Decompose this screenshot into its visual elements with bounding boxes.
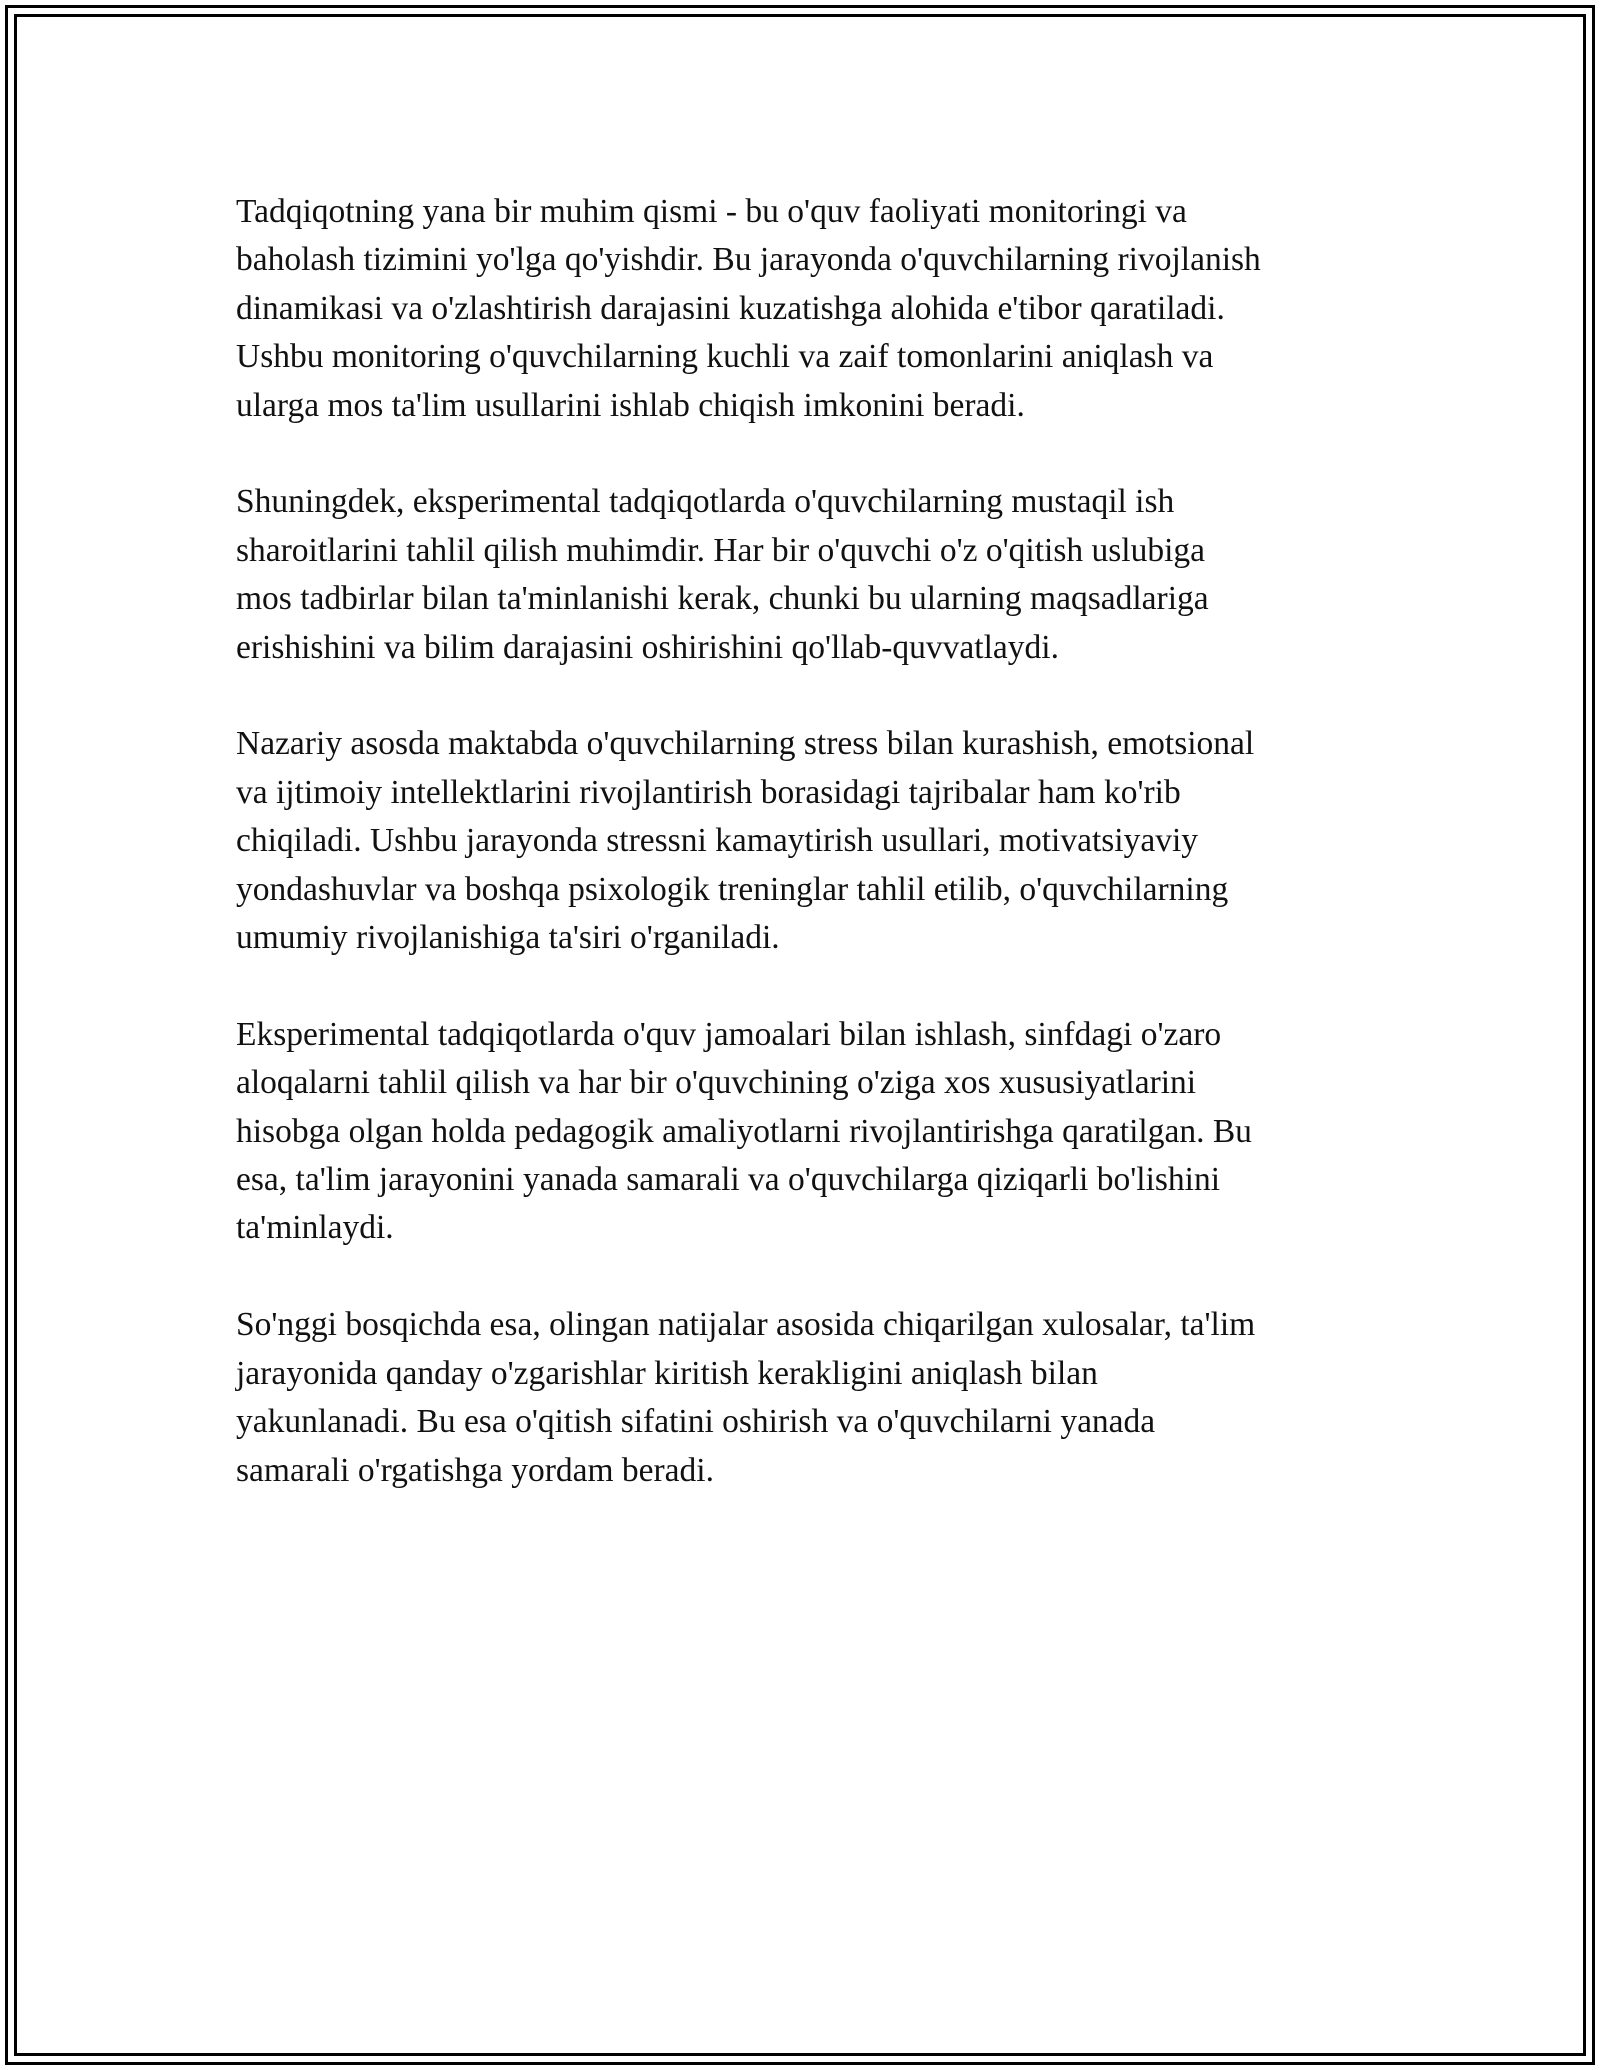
paragraph-stress-management: Nazariy asosda maktabda o'quvchilarning stress bilan kurashish, emotsional va ijtimoiy intellektlarini rivojlantirish borasidagi tajribalar ham ko'rib chiqiladi. Ushbu jarayonda stressni kamaytirish usullari, motivatsiyaviy yondashuvlar va boshqa psixologik treninglar tahlil etilib, o'quvchilarning umumiy rivojlanishiga ta'siri o'rganiladi. <box>236 725 1255 957</box>
paragraph-monitoring: Tadqiqotning yana bir muhim qismi - bu o'quv faoliyati monitoringi va baholash tizimini yo'lga qo'yishdir. Bu jarayonda o'quvchilarning rivojlanish dinamikasi va o'zlashtirish darajasini kuzatishga alohida e'tibor qaratiladi. Ushbu monitoring o'quvchilarning kuchli va zaif tomonlarini aniqlash va ularga mos ta'lim usullarini ishlab chiqish imkonini beradi. <box>236 193 1261 424</box>
paragraph-conclusions: So'nggi bosqichda esa, olingan natijalar asosida chiqarilgan xulosalar, ta'lim jarayonida qanday o'zgarishlar kiritish kerakligini aniqlash bilan yakunlanadi. Bu esa o'qitish sifatini oshirish va o'quvchilarni yanada samarali o'rgatishga yordam beradi. <box>236 1306 1256 1489</box>
paragraph-independent-work: Shuningdek, eksperimental tadqiqotlarda o'quvchilarning mustaqil ish sharoitlarini tahlil qilish muhimdir. Har bir o'quvchi o'z o'qitish uslubiga mos tadbirlar bilan ta'minlanishi kerak, chunki bu ularning maqsadlariga erishishini va bilim darajasini oshirishini qo'llab-quvvatlaydi. <box>236 483 1209 666</box>
document-body <box>236 188 1366 1543</box>
paragraph-learning-teams: Eksperimental tadqiqotlarda o'quv jamoalari bilan ishlash, sinfdagi o'zaro aloqalarni tahlil qilish va har bir o'quvchining o'ziga xos xususiyatlarini hisobga olgan holda pedagogik amaliyotlarni rivojlantirishga qaratilgan. Bu esa, ta'lim jarayonini yanada samarali va o'quvchilarga qiziqarli bo'lishini ta'minlaydi. <box>236 1015 1252 1247</box>
